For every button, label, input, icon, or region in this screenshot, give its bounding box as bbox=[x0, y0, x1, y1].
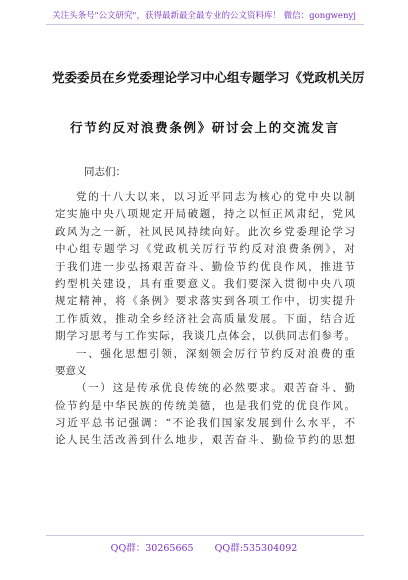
body-line: 政风为之一新，社风民风持续向好。此次乡党委理论学习 bbox=[55, 225, 355, 238]
salutation: 同志们： bbox=[84, 166, 126, 178]
body-line: 要意义 bbox=[55, 364, 87, 377]
footer-qq-group-2: QQ群:535304092 bbox=[214, 543, 298, 554]
body-line: （一）这是传承优良传统的必然要求。艰苦奋斗、勤 bbox=[76, 382, 355, 395]
body-line: 习近平总书记强调：“不论我们国家发展到什么水平，不 bbox=[55, 417, 355, 430]
body-line: 工作质效，推动全乡经济社会高质量发展。下面，结合近 bbox=[55, 312, 355, 325]
body-line: 定实施中央八项规定开局破题，持之以恒正风肃纪，党风 bbox=[55, 208, 355, 221]
body-line: 一、强化思想引领，深刻领会厉行节约反对浪费的重 bbox=[76, 347, 355, 360]
footer-divider bbox=[46, 535, 364, 536]
document-title-line-2: 行节约反对浪费条例》研讨会上的交流发言 bbox=[70, 120, 338, 135]
footer-contacts bbox=[0, 540, 408, 554]
body-line: 俭节约是中华民族的传统美德，也是我们党的优良作风。 bbox=[55, 399, 355, 412]
header-notice: 关注头条号"公文研究"，获得最新最全最专业的公文资料库！ 微信：gongwenyj bbox=[52, 11, 356, 21]
body-line: 于我们进一步弘扬艰苦奋斗、勤俭节约优良作风，推进节 bbox=[55, 260, 355, 273]
body-line: 党的十八大以来，以习近平同志为核心的党中央以制 bbox=[76, 191, 355, 203]
body-line: 期学习思考与工作实际，我谈几点体会，以供同志们参考。 bbox=[55, 330, 355, 343]
body-text bbox=[55, 189, 355, 450]
header-divider bbox=[46, 24, 364, 25]
body-line: 约型机关建设，具有重要意义。我们要深入贯彻中央八项 bbox=[55, 277, 355, 290]
document-title-line-1: 党委委员在乡党委理论学习中心组专题学习《党政机关厉 bbox=[52, 70, 365, 85]
body-line: 规定精神，将《条例》要求落实到各项工作中，切实提升 bbox=[55, 295, 355, 308]
body-line: 中心组专题学习《党政机关厉行节约反对浪费条例》，对 bbox=[55, 243, 355, 256]
body-line: 论人民生活改善到什么地步，艰苦奋斗、勤俭节约的思想 bbox=[55, 434, 355, 447]
footer-qq-group-1: QQ群：30265665 bbox=[110, 543, 194, 554]
